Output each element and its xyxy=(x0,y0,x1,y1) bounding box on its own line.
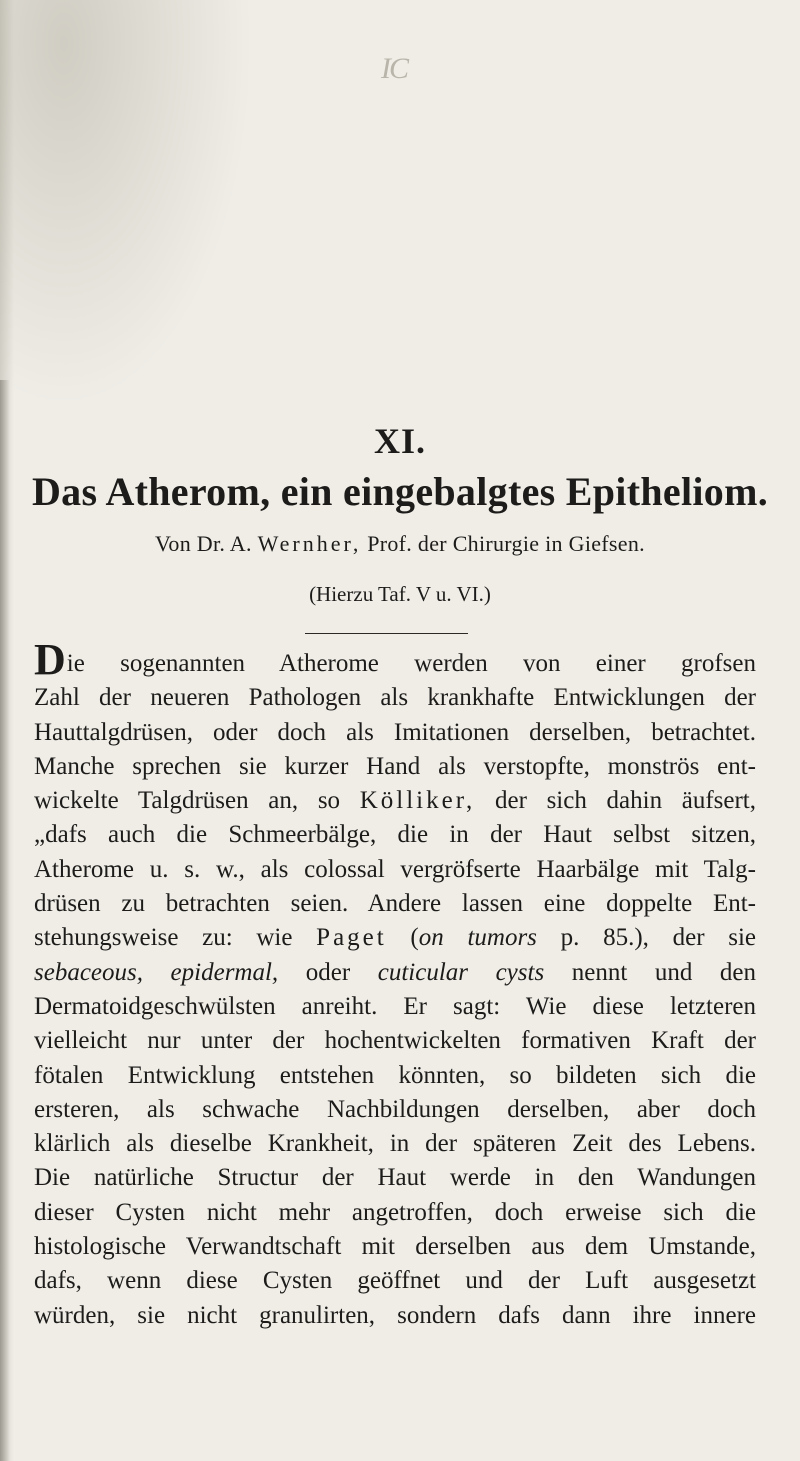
text-line: „dafs auch die Schmeerbälge, die in der Haut selbst sitzen, xyxy=(34,821,756,849)
text-line: dieser Cysten nicht mehr angetroffen, doch erweise sich die xyxy=(34,1198,756,1226)
byline-prefix: Von Dr. A. xyxy=(155,531,252,556)
text-line: sebaceous, epidermal, oder cuticular cysts nennt und den xyxy=(34,958,757,986)
body-text xyxy=(34,635,757,1333)
text-line: Die natürliche Structur der Haut werde in den Wandungen xyxy=(34,1164,756,1192)
cited-work: on tumors xyxy=(418,924,537,952)
text-line: histologische Verwandtschaft mit derselben aus dem Umstande, xyxy=(34,1233,756,1261)
section-divider xyxy=(305,633,468,634)
text-line: Zahl der neueren Pathologen als krankhafte Entwicklungen der xyxy=(34,684,756,712)
text-line: dafs, wenn diese Cysten geöffnet und der Luft ausgesetzt xyxy=(34,1267,756,1295)
byline-affiliation: Prof. der Chirurgie in Giefsen. xyxy=(367,531,645,556)
text-line: stehungsweise zu: wie Paget (on tumors p. 85.), der sie xyxy=(34,924,756,952)
drop-cap: D xyxy=(34,635,66,684)
text-line: Manche sprechen sie kurzer Hand als verstopfte, monströs ent- xyxy=(34,752,756,780)
article-title: Das Atherom, ein eingebalgtes Epitheliom. xyxy=(32,469,768,514)
chapter-number: XI. xyxy=(373,421,426,461)
text-line: Hauttalgdrüsen, oder doch als Imitationen derselben, betrachtet. xyxy=(34,718,756,746)
text-line: ersteren, als schwache Nachbildungen derselben, aber doch xyxy=(34,1095,756,1123)
text-line: vielleicht nur unter der hochentwickelten formativen Kraft der xyxy=(34,1027,756,1055)
stray-pencil-mark: IC xyxy=(381,52,407,85)
text-line: wickelte Talgdrüsen an, so Kölliker, der sich dahin äufsert, xyxy=(34,787,757,815)
text-line: fötalen Entwicklung entstehen könnten, so bildeten sich die xyxy=(34,1061,756,1089)
author-name: Wernher, xyxy=(257,531,362,556)
cited-name: Kölliker, xyxy=(359,787,476,815)
plates-note: (Hierzu Taf. V u. VI.) xyxy=(309,582,491,606)
text-line: Die sogenannten Atherome werden von einer grofsen xyxy=(34,635,756,684)
byline xyxy=(0,531,800,557)
cited-name: Paget xyxy=(316,924,387,952)
text-line: Dermatoidgeschwülsten anreiht. Er sagt: Wie diese letzteren xyxy=(34,992,756,1020)
text-line: drüsen zu betrachten seien. Andere lassen eine doppelte Ent- xyxy=(34,890,756,918)
text-line: würden, sie nicht granulirten, sondern dafs dann ihre innere xyxy=(34,1301,756,1329)
text-line: Atherome u. s. w., als colossal vergröfserte Haarbälge mit Talg- xyxy=(34,855,756,883)
text-line: klärlich als dieselbe Krankheit, in der späteren Zeit des Lebens. xyxy=(34,1130,756,1158)
